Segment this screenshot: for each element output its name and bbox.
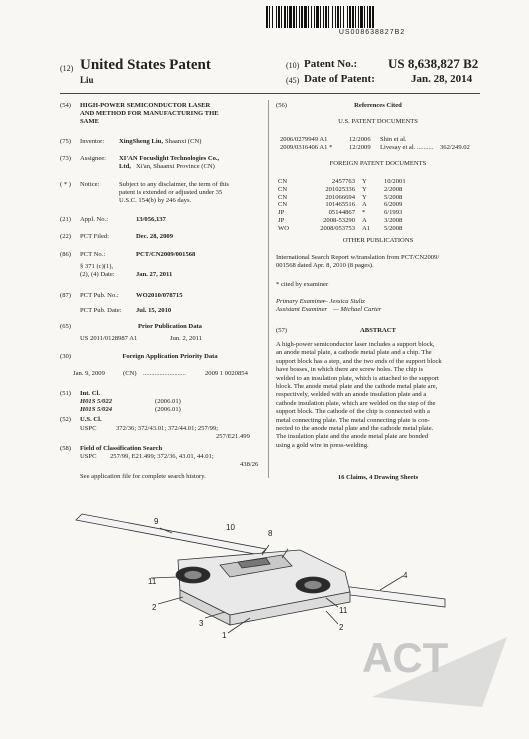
foreign-doc-number: 101465516 [325,201,355,209]
foreign-doc-kind: * [362,209,366,217]
foreign-doc-date: 3/2008 [384,217,403,224]
us-doc-name: Livesay et al. .......... [380,144,434,151]
abstract-line: an anode metal plate, a cathode metal plate and a chip. The [276,349,432,357]
foreign-doc-date: 5/2008 [384,224,403,232]
us-doc-name: Shin et al. [380,136,407,143]
primary-examiner-name: — Jessica Stultz [322,298,365,305]
us-doc-number: 2006/0279949 A1 [280,136,328,143]
code-56: (56) [276,102,287,109]
foreign-doc-number: 201066694 [325,193,355,201]
header-title: United States Patent [80,57,211,73]
abstract-line: nected to the anode metal plate and the cathode metal plate. [276,425,434,432]
us-doc-class: 362/249.02 [440,144,470,151]
int-cl-version-1: (2006.01) [155,398,181,405]
foreign-doc-number: 2008-53290 [323,217,355,224]
foreign-doc-kind: A [362,217,367,224]
foreign-doc-number: 2457763 [331,178,355,185]
abstract-line: A high-power semiconductor laser includes a support block, [276,341,435,348]
code-75: (75) [60,138,71,145]
date-label: Date of Patent: [304,73,375,85]
uspc-label-2: USPC [80,453,97,460]
appl-no: 13/056,137 [136,216,166,223]
foreign-doc-date: 10/2001 [384,178,406,185]
abstract-line: support block has a step, and the two ends of the support block [276,357,442,365]
barcode-number: US008638827B2 [338,29,406,36]
us-doc-date: 12/2009 [349,144,371,151]
abstract-line: have bosses, in which there are screw holes. The chip is [276,366,424,374]
column-divider [268,100,269,478]
abstract-line: The insulation plate and the anode metal plate are bonded [276,433,429,441]
foreign-priority-date: Jan. 9, 2009 [73,370,105,377]
figure-label-9: 9 [154,517,159,526]
foreign-doc-country: JP [278,209,285,217]
code-86: (86) [60,251,71,258]
act-watermark [342,612,512,712]
foreign-priority-dots: .......................... [143,370,186,377]
references-heading: References Cited [354,102,402,109]
foreign-priority-country: (CN) [123,370,137,377]
code-73: (73) [60,155,71,162]
code-notice: ( * ) [60,181,71,188]
prior-pub-heading: Prior Publication Data [138,323,202,330]
foreign-docs-heading: FOREIGN PATENT DOCUMENTS [329,160,427,167]
screw-hole-right-inner [304,581,322,590]
foreign-doc-kind: A [362,201,367,209]
int-cl-code-1: H01S 5/022 [80,398,113,405]
s371-line-1: § 371 (c)(1), [80,263,114,270]
us-docs-heading: U.S. PATENT DOCUMENTS [338,118,418,125]
us-doc-date: 12/2006 [349,136,371,143]
pct-pub-no-label: PCT Pub. No.: [80,292,119,299]
header-author: Liu [80,75,94,85]
int-cl-code-2: H01S 5/024 [80,406,113,413]
code-87: (87) [60,292,71,299]
other-pubs-heading: OTHER PUBLICATIONS [342,237,414,244]
field-search-label: Field of Classification Search [80,445,163,452]
abstract-line: respectively, welded with an anode insulation plate and a [276,391,427,399]
inventor-name: XingSheng Liu, [119,138,163,145]
field-search-line-2: 438/26 [240,461,259,468]
patent-no-label: Patent No.: [304,58,358,70]
code-57: (57) [276,327,287,334]
pct-pub-no: WO2010/078715 [136,292,183,299]
assignee-name-1: XI'AN Focuslight Technologies Co., [119,155,220,162]
figure-label-4: 4 [403,571,408,580]
code-45: (45) [286,76,300,85]
foreign-doc-date: 2/2008 [384,185,403,193]
abstract-heading: ABSTRACT [360,327,396,334]
foreign-doc-country: CN [278,201,288,209]
foreign-doc-country: CN [278,178,288,185]
us-doc-number: 2009/0316406 A1 * [280,144,333,151]
foreign-priority-no: 2009 1 0020854 [205,370,248,377]
abstract-line: support block. The cathode of the chip is connected with a [276,408,430,416]
code-10: (10) [286,61,300,70]
code-12: (12) [60,64,74,73]
uspc-label-1: USPC [80,425,97,432]
code-51: (51) [60,390,71,397]
header-rule [60,93,480,94]
uspc-line-2: 257/E21.499 [216,433,250,440]
code-58: (58) [60,445,71,452]
abstract-line: cathode insulation plate, which are welded on the step of the [276,399,436,407]
foreign-doc-kind: Y [362,193,367,201]
figure-label-8: 8 [268,529,273,538]
foreign-doc-number: 201025336 [325,185,355,193]
figure-label-3: 3 [199,619,204,628]
field-search-note: See application file for complete search history. [80,473,206,480]
foreign-doc-country: WO [278,224,289,232]
foreign-doc-kind: Y [362,185,367,193]
foreign-doc-country: CN [278,185,288,193]
foreign-doc-date: 6/1993 [384,209,403,217]
us-cl-label: U.S. Cl. [80,416,102,423]
figure-label-2-left: 2 [152,603,157,612]
figure-label-10: 10 [226,523,235,532]
int-cl-label: Int. Cl. [80,390,100,397]
barcode [266,6,478,28]
assistant-examiner-name: — Michael Carter [333,306,382,313]
code-21: (21) [60,216,71,223]
s371-line-2: (2), (4) Date: [80,271,115,278]
code-22: (22) [60,233,71,240]
other-pub-line-2: 001568 dated Apr. 8, 2010 (8 pages). [276,262,374,269]
pct-pub-date: Jul. 15, 2010 [136,307,172,314]
notice-text-1: Subject to any disclaimer, the term of this [119,181,229,188]
prior-pub-no: US 2011/0128987 A1 [80,335,138,342]
s371-date: Jan. 27, 2011 [136,271,173,278]
invention-title-2: AND METHOD FOR MANUFACTURING THE [80,110,219,117]
prior-pub-date: Jun. 2, 2011 [170,335,202,342]
notice-text-3: U.S.C. 154(b) by 246 days. [119,197,192,204]
foreign-doc-kind: A1 [362,224,371,232]
patent-date: Jan. 28, 2014 [411,73,473,85]
pct-filed: Dec. 28, 2009 [136,233,173,240]
foreign-doc-date: 6/2009 [384,201,403,209]
uspc-line-1: 372/36; 372/43.01; 372/44.01; 257/99; [116,425,219,432]
field-search-line-1: 257/99, E21.499; 372/36, 43.01, 44.01; [110,453,214,460]
abstract-line: welded to an insulation plate, which is attached to the support [276,374,439,382]
primary-examiner-label: Primary Examiner [276,298,326,305]
patent-no: US 8,638,827 B2 [388,56,479,71]
code-54: (54) [60,102,71,109]
figure-label-1: 1 [222,631,227,640]
pct-filed-label: PCT Filed: [80,233,110,240]
screw-hole-left-inner [184,571,202,580]
int-cl-version-2: (2006.01) [155,406,181,413]
pct-no: PCT/CN2009/001568 [136,251,196,258]
code-52: (52) [60,416,71,423]
other-pub-line-1: International Search Report w/translation from PCT/CN2009/ [276,254,440,261]
inventor-location: Shaanxi (CN) [165,138,202,145]
assignee-name-2: Ltd, [119,163,131,170]
abstract-line: using a gold wire in press-welding. [276,441,369,449]
foreign-doc-number: 05144867 [328,209,355,217]
code-30: (30) [60,353,71,360]
anode-plate-strip [76,514,266,555]
abstract-line: block. The anode metal plate and the cathode metal plate are, [276,383,438,390]
assignee-location: Xi'an, Shaanxi Province (CN) [136,163,215,170]
cited-note: * cited by examiner [276,281,329,288]
assistant-examiner-label: Assistant Examiner [276,306,328,313]
foreign-priority-heading: Foreign Application Priority Data [122,353,218,360]
notice-text-2: patent is extended or adjusted under 35 [119,189,223,196]
foreign-doc-country: CN [278,193,288,201]
foreign-doc-kind: Y [362,178,367,185]
foreign-doc-country: JP [278,217,285,224]
figure-label-11-left: 11 [148,577,157,586]
inventor-label: Inventor: [80,138,105,145]
assignee-label: Assignee: [80,155,107,162]
figure-label-2-right: 2 [339,623,344,632]
pct-pub-date-label: PCT Pub. Date: [80,307,122,314]
invention-title-3: SAME [80,118,100,125]
foreign-doc-date: 5/2008 [384,193,403,201]
claims-summary: 16 Claims, 4 Drawing Sheets [337,474,419,481]
appl-no-label: Appl. No.: [80,216,109,223]
invention-title-1: HIGH-POWER SEMICONDUCTOR LASER [80,102,211,109]
code-65: (65) [60,323,71,330]
pct-no-label: PCT No.: [80,251,106,258]
figure-label-11-right: 11 [339,606,348,615]
notice-label: Notice: [80,181,100,188]
watermark-text: ACT [362,634,449,681]
foreign-doc-number: 2008/053753 [320,224,355,232]
abstract-line: metal connecting plate. The metal connecting plate is con- [276,416,430,424]
